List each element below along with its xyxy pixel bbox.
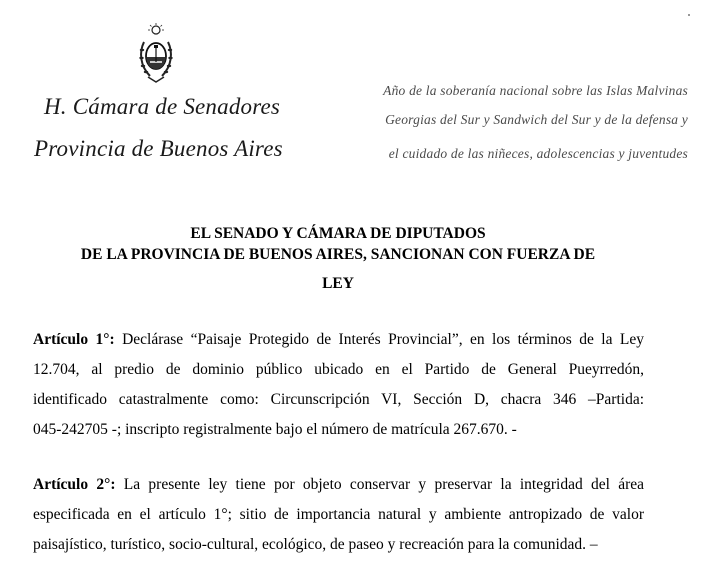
article-1-line bbox=[33, 325, 644, 355]
article-2-text: La presente ley tiene por objeto conservar y preservar la integridad del área bbox=[115, 476, 644, 493]
buenos-aires-coat-of-arms-icon bbox=[136, 22, 176, 86]
article-2-line: paisajístico, turístico, socio-cultural, ecológico, de paseo y recreación para la comunidad. – bbox=[33, 536, 598, 553]
institution-province: Provincia de Buenos Aires bbox=[34, 136, 283, 161]
heading-line-1: EL SENADO Y CÁMARA DE DIPUTADOS bbox=[190, 225, 486, 242]
article-2-line: especificada en el artículo 1°; sitio de importancia natural y ambiente antropizado de valor bbox=[33, 506, 644, 523]
page-mark bbox=[688, 14, 690, 16]
motto-line-1: Año de la soberanía nacional sobre las Islas Malvinas bbox=[383, 83, 688, 98]
article-2-line bbox=[33, 470, 644, 500]
article-1-label: Artículo 1°: bbox=[33, 331, 115, 348]
article-1-text: Declárase “Paisaje Protegido de Interés Provincial”, en los términos de la Ley bbox=[114, 331, 644, 348]
article-1-line: 045-242705 -; inscripto registralmente bajo el número de matrícula 267.670. - bbox=[33, 421, 517, 438]
article-2-label: Artículo 2°: bbox=[33, 476, 116, 493]
motto-line-2: Georgias del Sur y Sandwich del Sur y de la defensa y bbox=[385, 112, 688, 127]
article-1-line: 12.704, al predio de dominio público ubicado en el Partido de General Pueyrredón, bbox=[33, 361, 644, 378]
article-1-line: identificado catastralmente como: Circunscripción VI, Sección D, chacra 346 –Partida: bbox=[33, 391, 644, 408]
article-1 bbox=[33, 325, 644, 445]
heading-line-2: DE LA PROVINCIA DE BUENOS AIRES, SANCIONAN CON FUERZA DE bbox=[80, 246, 596, 263]
motto-line-3: el cuidado de las niñeces, adolescencias y juventudes bbox=[388, 146, 688, 161]
institution-name: H. Cámara de Senadores bbox=[44, 94, 281, 119]
heading-line-3: LEY bbox=[322, 275, 354, 292]
article-2 bbox=[33, 470, 644, 560]
